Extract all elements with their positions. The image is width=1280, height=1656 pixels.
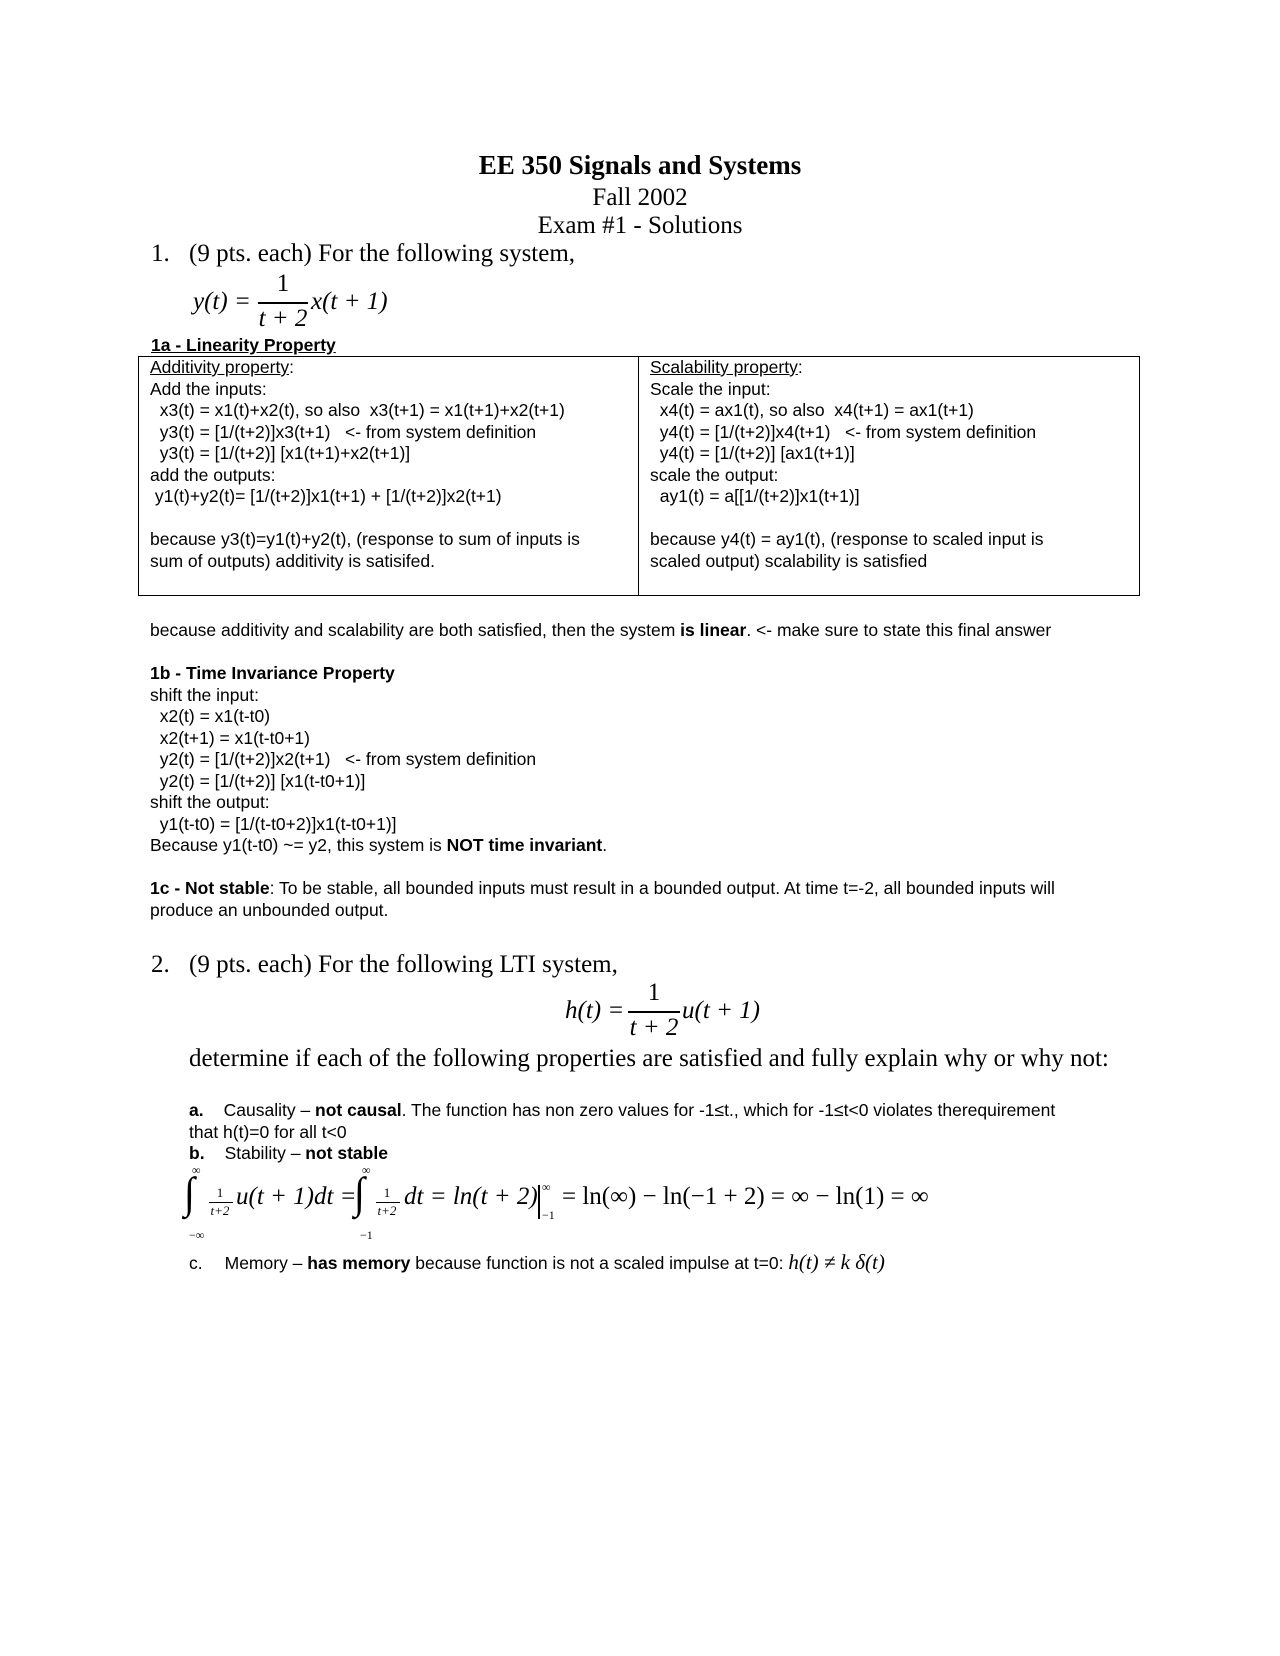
additivity-line: Add the inputs: <box>150 378 267 399</box>
q1c-text: : To be stable, all bounded inputs must result in a bounded output. At time t=-2, all bounded inputs will <box>269 878 1055 898</box>
q1c-heading: 1c - Not stable <box>150 878 270 898</box>
additivity-line: y1(t)+y2(t)= [1/(t+2)]x1(t+1) + [1/(t+2)]x2(t+1) <box>150 486 502 506</box>
q1b-line: shift the output: <box>150 792 270 812</box>
additivity-heading: Additivity property <box>150 357 290 377</box>
scalability-line: scale the output: <box>650 464 779 485</box>
eval-lower-limit: −1 <box>542 1208 555 1222</box>
q1-number: 1. <box>151 240 170 267</box>
int2-frac-den: t+2 <box>377 1203 397 1218</box>
q2c-name: Memory – <box>224 1253 308 1273</box>
additivity-column <box>150 357 580 572</box>
eval-upper-limit: ∞ <box>542 1180 551 1194</box>
q2-eq-rhs: u(t + 1) <box>682 997 760 1024</box>
q1-eq-lhs: y(t) = <box>193 288 251 315</box>
q1b-line: y1(t-t0) = [1/(t-t0+2)]x1(t-t0+1)] <box>150 813 397 834</box>
additivity-heading-colon: : <box>289 357 294 377</box>
q2-eq-denominator: t + 2 <box>629 1014 679 1041</box>
q2c-verdict: has memory <box>307 1253 411 1273</box>
int1-upper-limit: ∞ <box>192 1163 201 1177</box>
q2c-text: because function is not a scaled impulse at t=0: <box>410 1253 789 1273</box>
scalability-line: x4(t) = ax1(t), so also x4(t+1) = ax1(t+1) <box>650 400 974 420</box>
integral-sign-icon: ∫ <box>184 1167 195 1218</box>
additivity-line: y3(t) = [1/(t+2)]x3(t+1) <- from system definition <box>150 421 537 442</box>
q2-eq-numerator: 1 <box>647 979 661 1006</box>
term-label: Fall 2002 <box>592 184 688 211</box>
q2-prompt: (9 pts. each) For the following LTI system, <box>189 951 618 978</box>
scalability-column <box>650 357 1043 572</box>
scalability-heading-colon: : <box>797 357 803 377</box>
q2b-verdict: not stable <box>305 1143 388 1163</box>
linearity-conclusion-bold: is linear <box>680 620 747 640</box>
q1-prompt: (9 pts. each) For the following system, <box>189 240 576 267</box>
integral-sign-icon: ∫ <box>354 1167 365 1218</box>
integral-result: = ln(∞) − ln(−1 + 2) = ∞ − ln(1) = ∞ <box>562 1183 929 1210</box>
scalability-line: y4(t) = [1/(t+2)]x4(t+1) <- from system definition <box>650 421 1037 442</box>
q1-eq-numerator: 1 <box>276 270 290 297</box>
q1a-heading: 1a - Linearity Property <box>151 335 336 355</box>
scalability-conclusion: scaled output) scalability is satisfied <box>650 550 928 571</box>
q1b-line: x2(t+1) = x1(t-t0+1) <box>150 727 310 748</box>
additivity-conclusion: because y3(t)=y1(t)+y2(t), (response to sum of inputs is <box>150 529 580 549</box>
additivity-line: add the outputs: <box>150 464 276 485</box>
linearity-conclusion-note: . <- make sure to state this final answer <box>746 620 1052 640</box>
q2a-item <box>189 1100 1055 1165</box>
q2-instruction: determine if each of the following properties are satisfied and fully explain why or why not: <box>189 1045 1109 1072</box>
q2a-text-cont: that h(t)=0 for all t<0 <box>189 1121 347 1142</box>
q1c-section <box>150 878 1055 921</box>
q1b-line: y2(t) = [1/(t+2)] [x1(t-t0+1)] <box>150 770 366 791</box>
q1b-line: shift the input: <box>150 684 259 705</box>
q2-eq-lhs: h(t) = <box>565 997 625 1024</box>
q1-eq-rhs: x(t + 1) <box>311 288 388 315</box>
q2c-item <box>189 1252 885 1275</box>
q2-eq-fraction-bar <box>628 1011 680 1013</box>
int2-lower-limit: −1 <box>360 1228 373 1242</box>
scalability-line: ay1(t) = a[[1/(t+2)]x1(t+1)] <box>650 486 860 506</box>
q2-number: 2. <box>151 951 170 978</box>
q2a-label: a. <box>189 1100 204 1120</box>
evaluation-bar <box>538 1185 540 1219</box>
q1b-section <box>150 663 607 857</box>
q2c-label: c. <box>189 1253 203 1273</box>
q1b-conclusion-end: . <box>602 835 608 855</box>
q2b-label: b. <box>189 1143 205 1163</box>
q1b-conclusion-text: Because y1(t-t0) ~= y2, this system is <box>150 835 447 855</box>
scalability-conclusion: because y4(t) = ay1(t), (response to scaled input is <box>650 529 1044 549</box>
scalability-line: y4(t) = [1/(t+2)] [ax1(t+1)] <box>650 443 855 463</box>
q1b-conclusion <box>150 835 607 857</box>
q1-eq-denominator: t + 2 <box>258 305 308 332</box>
q2a-verdict: not causal <box>315 1100 402 1120</box>
int2-body: dt = ln(t + 2) <box>404 1183 538 1210</box>
q2a-name: Causality – <box>223 1100 316 1120</box>
additivity-line: x3(t) = x1(t)+x2(t), so also x3(t+1) = x1(t+1)+x2(t+1) <box>150 400 565 420</box>
linearity-conclusion <box>150 620 1051 642</box>
int2-frac-num: 1 <box>383 1185 391 1200</box>
q1b-line: y2(t) = [1/(t+2)]x2(t+1) <- from system definition <box>150 749 537 769</box>
int1-frac-num: 1 <box>216 1185 224 1200</box>
additivity-line: y3(t) = [1/(t+2)] [x1(t+1)+x2(t+1)] <box>150 443 411 463</box>
q2a-text: . The function has non zero values for -1≤t., which for -1≤t<0 violates therequirement <box>401 1100 1056 1120</box>
q2c-math: h(t) ≠ k δ(t) <box>788 1250 885 1274</box>
int1-lower-limit: −∞ <box>189 1228 205 1242</box>
linearity-conclusion-text: because additivity and scalability are both satisfied, then the system <box>150 620 681 640</box>
int1-body: u(t + 1)dt = <box>236 1183 357 1210</box>
exam-label: Exam #1 - Solutions <box>537 212 743 239</box>
q1b-conclusion-bold: NOT time invariant <box>446 835 603 855</box>
q1b-line: x2(t) = x1(t-t0) <box>150 706 271 726</box>
int2-upper-limit: ∞ <box>362 1163 371 1177</box>
page-title: EE 350 Signals and Systems <box>478 150 802 180</box>
q1-eq-fraction-bar <box>258 302 308 304</box>
q1c-text-cont: produce an unbounded output. <box>150 899 389 920</box>
scalability-heading: Scalability property <box>650 357 798 377</box>
q1b-heading: 1b - Time Invariance Property <box>150 663 395 683</box>
int1-frac-den: t+2 <box>210 1203 230 1218</box>
additivity-conclusion: sum of outputs) additivity is satisifed. <box>150 550 435 571</box>
scalability-line: Scale the input: <box>650 378 771 399</box>
q2b-name: Stability – <box>224 1143 306 1163</box>
linearity-table-divider <box>638 356 639 596</box>
